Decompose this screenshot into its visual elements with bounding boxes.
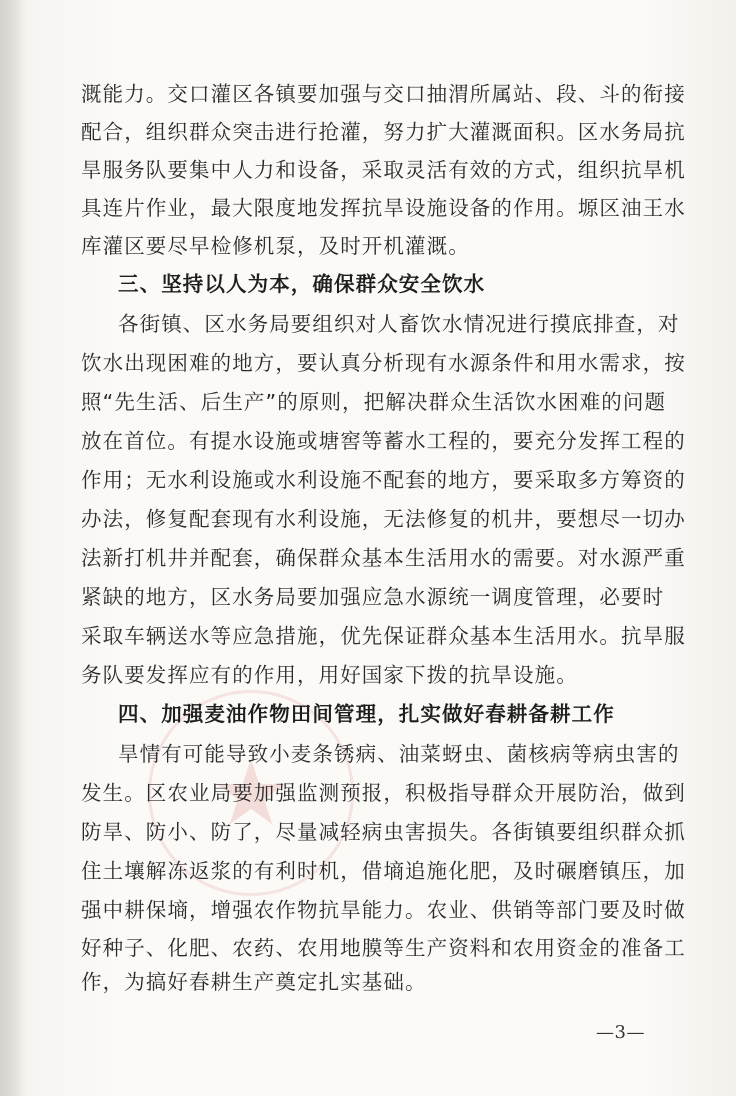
section-heading-4: 四、加强麦油作物田间管理，扎实做好春耕备耕工作 [118,702,615,726]
scan-shadow [0,0,24,1096]
section-heading-3: 三、坚持以人为本，确保群众安全饮水 [118,272,486,296]
paragraph-line: 强中耕保墒，增强农作物抗旱能力。农业、供销等部门要及时做 [81,898,686,922]
paragraph-line: 照“先生活、后生产”的原则，把解决群众生活饮水困难的问题 [81,390,667,414]
page-number: —3— [596,1022,645,1043]
paragraph-line: 库灌区要尽早检修机泵，及时开机灌溉。 [81,234,470,258]
paragraph-line: 放在首位。有提水设施或塘窖等蓄水工程的，要充分发挥工程的 [81,429,686,453]
paragraph-line: 法新打机井并配套，确保群众基本生活用水的需要。对水源严重 [81,546,686,570]
paragraph-line: 旱服务队要集中人力和设备，采取灵活有效的方式，组织抗旱机 [81,158,686,182]
paragraph-line: 溉能力。交口灌区各镇要加强与交口抽渭所属站、段、斗的衔接 [81,82,686,106]
paragraph-line: 具连片作业，最大限度地发挥抗旱设施设备的作用。塬区油王水 [81,196,686,220]
seal-stamp-faint: ★ [148,690,354,896]
paragraph-line: 住土壤解冻返浆的有利时机，借墒追施化肥，及时碾磨镇压，加 [81,859,686,883]
paragraph-line: 作，为搞好春耕生产奠定扎实基础。 [81,970,427,994]
paragraph-line: 办法，修复配套现有水利设施，无法修复的机井，要想尽一切办 [81,507,686,531]
paragraph-line: 配合，组织群众突击进行抢灌，努力扩大灌溉面积。区水务局抗 [81,120,686,144]
paragraph-line: 防旱、防小、防了，尽量减轻病虫害损失。各街镇要组织群众抓 [81,820,686,844]
paragraph-line: 各街镇、区水务局要组织对人畜饮水情况进行摸底排查，对 [118,312,680,336]
paragraph-line: 好种子、化肥、农药、农用地膜等生产资料和农用资金的准备工 [81,936,686,960]
paragraph-line: 饮水出现困难的地方，要认真分析现有水源条件和用水需求，按 [81,351,686,375]
paragraph-line: 紧缺的地方，区水务局要加强应急水源统一调度管理，必要时 [81,585,665,609]
paragraph-line: 作用；无水利设施或水利设施不配套的地方，要采取多方筹资的 [81,468,686,492]
paragraph-line: 务队要发挥应有的作用，用好国家下拨的抗旱设施。 [81,663,578,687]
paragraph-line: 发生。区农业局要加强监测预报，积极指导群众开展防治，做到 [81,781,686,805]
paragraph-line: 旱情有可能导致小麦条锈病、油菜蚜虫、菌核病等病虫害的 [118,742,680,766]
paragraph-line: 采取车辆送水等应急措施，优先保证群众基本生活用水。抗旱服 [81,624,686,648]
